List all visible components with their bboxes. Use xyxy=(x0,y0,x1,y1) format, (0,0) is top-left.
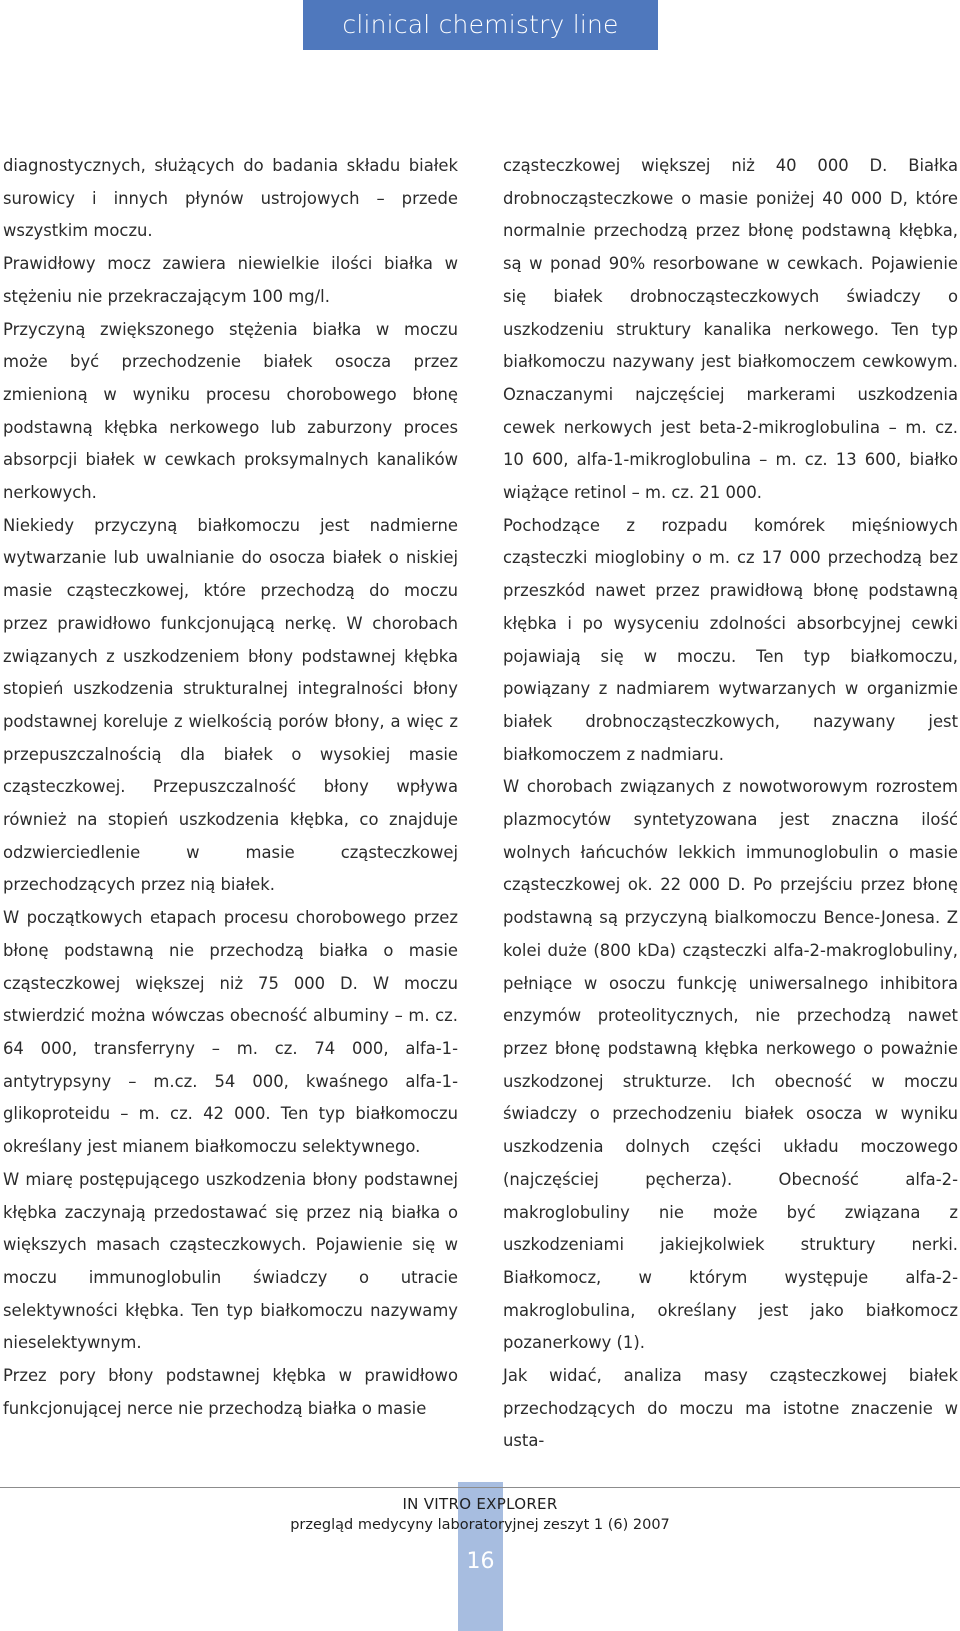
text-column-right xyxy=(503,150,958,1458)
footer-divider xyxy=(0,1487,960,1488)
paragraph: Pochodzące z rozpadu komórek mięśniowych cząsteczki mioglobiny o m. cz 17 000 przechodzą bez przeszkód nawet przez prawidłową błonę podstawną kłębka i po wysyceniu zdolności absorbcyjnej cewki pojawiają się w moczu. Ten typ białkomoczu, powiązany z nadmiarem wytwarzanych w organizmie białek drobnocząsteczkowych, nazywany jest białkomoczem z nadmiaru. xyxy=(503,515,958,764)
footer-issue-info: przegląd medycyny laboratoryjnej zeszyt 1 (6) 2007 xyxy=(290,1517,670,1533)
paragraph: W miarę postępującego uszkodzenia błony podstawnej kłębka zaczynają przedostawać się przez nią białka o większych masach cząsteczkowych. Pojawienie się w moczu immunoglobulin świadczy o utracie selektywności kłębka. Ten typ białkomoczu nazywamy nieselektywnym. xyxy=(3,1169,458,1353)
text-column-left xyxy=(3,150,458,1425)
header-band xyxy=(303,0,658,50)
footer-journal-title: IN VITRO EXPLORER xyxy=(402,1495,558,1513)
paragraph: cząsteczkowej większej niż 40 000 D. Białka drobnocząsteczkowe o masie poniżej 40 000 D, które normalnie przechodzą przez błonę podstawną kłębka, są w ponad 90% resorbowane w cewkach. Pojawienie się białek drobnocząsteczkowych świadczy o uszkodzeniu struktury kanalika nerkowego. Ten typ białkomoczu nazywany jest białkomoczem cewkowym. Oznaczanymi najczęściej markerami uszkodzenia cewek nerkowych jest beta-2-mikroglobulina – m. cz. 10 600, alfa-1-mikroglobulina – m. cz. 13 600, białko wiążące retinol – m. cz. 21 000. xyxy=(503,156,958,503)
paragraph: W początkowych etapach procesu chorobowego przez błonę podstawną nie przechodzą białka o masie cząsteczkowej większej niż 75 000 D. W moczu stwierdzić można wówczas obecność albuminy – m. cz. 64 000, transferryny – m. cz. 74 000, alfa-1-antytrypsyny – m.cz. 54 000, kwaśnego alfa-1-glikoproteidu – m. cz. 42 000. Ten typ białkomoczu określany jest mianem białkomoczu selektywnego. xyxy=(3,908,458,1157)
paragraph: diagnostycznych, służących do badania składu białek surowicy i innych płynów ustrojowych – przede wszystkim moczu. xyxy=(3,156,458,241)
paragraph: Niekiedy przyczyną białkomoczu jest nadmierne wytwarzanie lub uwalnianie do osocza białek o niskiej masie cząsteczkowej, które przechodzą do moczu przez prawidłowo funkcjonującą nerkę. W chorobach związanych z uszkodzeniem błony podstawnej kłębka stopień uszkodzenia strukturalnej integralności błony podstawnej koreluje z wielkością porów błony, a więc z przepuszczalnością dla białek o wysokiej masie cząsteczkowej. Przepuszczalność błony wpływa również na stopień uszkodzenia kłębka, co znajduje odzwierciedlenie w masie cząsteczkowej przechodzących przez nią białek. xyxy=(3,515,458,895)
running-header-title: clinical chemistry line xyxy=(342,9,619,39)
paragraph: W chorobach związanych z nowotworowym rozrostem plazmocytów syntetyzowana jest znaczna ilość wolnych łańcuchów lekkich immunoglobulin o masie cząsteczkowej ok. 22 000 D. Po przejściu przez błonę podstawną są przyczyną bialkomoczu Bence-Jonesa. Z kolei duże (800 kDa) cząsteczki alfa-2-makroglobuliny, pełniące w osoczu funkcję uniwersalnego inhibitora enzymów proteolitycznych, nie przechodzą nawet przez błonę podstawną kłębka nerkowego o poważnie uszkodzonej strukturze. Ich obecność w moczu świadczy o przechodzeniu białek osocza w wyniku uszkodzenia dolnych części układu moczowego (najczęściej pęcherza). Obecność alfa-2-makroglobuliny nie może być związana z uszkodzeniami jakiejkolwiek struktury nerki. Białkomocz, w którym występuje alfa-2-makroglobulina, określany jest jako białkomocz pozanerkowy (1). xyxy=(503,777,958,1353)
paragraph: Jak widać, analiza masy cząsteczkowej białek przechodzących do moczu ma istotne znaczenie w usta- xyxy=(503,1366,958,1451)
paragraph: Przyczyną zwiększonego stężenia białka w moczu może być przechodzenie białek osocza przez zmienioną w wyniku procesu chorobowego błonę podstawną kłębka nerkowego lub zaburzony proces absorpcji białek w cewkach proksymalnych kanalików nerkowych. xyxy=(3,319,458,503)
paragraph: Przez pory błony podstawnej kłębka w prawidłowo funkcjonującej nerce nie przechodzą białka o masie xyxy=(3,1366,458,1418)
page-number: 16 xyxy=(466,1549,495,1574)
paragraph: Prawidłowy mocz zawiera niewielkie ilości białka w stężeniu nie przekraczającym 100 mg/l. xyxy=(3,254,458,306)
